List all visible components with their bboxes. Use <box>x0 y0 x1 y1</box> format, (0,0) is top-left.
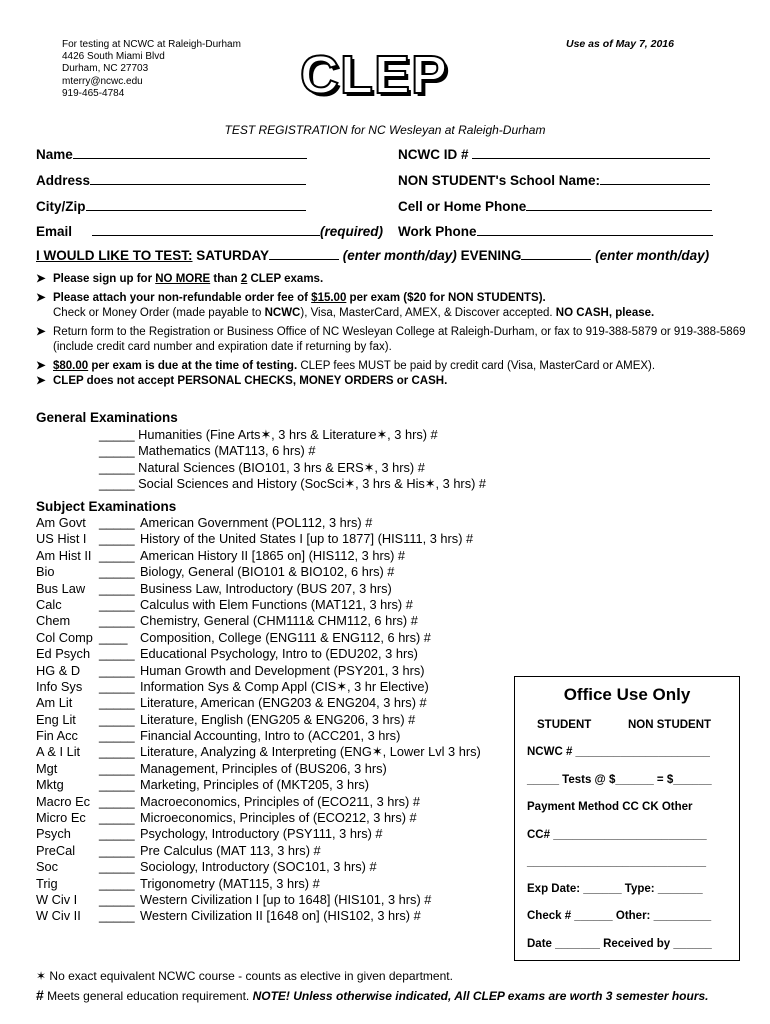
evening-label: EVENING <box>460 248 522 263</box>
subject-exam-row[interactable] <box>36 515 514 531</box>
page-subtitle: TEST REGISTRATION for NC Wesleyan at Raleigh-Durham <box>224 123 546 137</box>
email-field[interactable] <box>36 223 383 239</box>
evening-hint: (enter month/day) <box>595 248 710 263</box>
subject-exam-row[interactable] <box>36 679 514 695</box>
exam-selection-blank[interactable]: _____ <box>99 777 135 793</box>
subject-exam-row[interactable] <box>36 695 514 711</box>
exam-description: Biology, General (BIO101 & BIO102, 6 hrs) # <box>140 564 395 580</box>
subject-exam-row[interactable] <box>36 712 514 728</box>
exam-code: Trig <box>36 875 58 891</box>
exam-description: American Government (POL112, 3 hrs) # <box>140 515 373 530</box>
exam-selection-blank[interactable]: _____ <box>99 695 135 711</box>
arrow-bullet-icon: ➤ <box>36 375 46 387</box>
arrow-bullet-icon: ➤ <box>36 273 46 285</box>
subject-exam-row[interactable] <box>36 859 514 875</box>
exam-description: Microeconomics, Principles of (ECO212, 3 hrs) # <box>140 810 417 826</box>
general-exam-item[interactable]: _____ Humanities (Fine Arts✶, 3 hrs & Literature✶, 3 hrs) # <box>99 427 438 442</box>
cityzip-label: City/Zip <box>36 199 86 214</box>
instruction-item: ➤ Please attach your non-refundable order fee of $15.00 per exam ($20 for NON STUDENTS). Check or Money Order (made payable to NCWC), Visa, MasterCard, AMEX, & Discover accepted. NO CASH, please. <box>36 291 655 319</box>
exam-selection-blank[interactable]: _____ <box>99 531 135 547</box>
subject-exam-row[interactable] <box>36 777 514 793</box>
exam-code: Chem <box>36 613 71 629</box>
exam-code: W Civ II <box>36 908 81 924</box>
general-exam-item[interactable]: _____ Social Sciences and History (SocSci✶, 3 hrs & His✶, 3 hrs) # <box>99 476 487 492</box>
work-phone-label: Work Phone <box>398 224 477 239</box>
exam-description: Chemistry, General (CHM111& CHM112, 6 hrs) # <box>140 613 418 629</box>
exam-description: American History II [1865 on] (HIS112, 3 hrs) # <box>140 547 406 563</box>
exam-description: Macroeconomics, Principles of (ECO211, 3 hrs) # <box>140 793 420 809</box>
exam-selection-blank[interactable]: _____ <box>99 842 135 858</box>
exam-selection-blank[interactable]: _____ <box>99 613 135 629</box>
exam-code: Bus Law <box>36 580 86 596</box>
payment-method-field[interactable]: Payment Method CC CK Other <box>527 801 693 813</box>
exam-description: Pre Calculus (MAT 113, 3 hrs) # <box>140 842 321 858</box>
exam-code: Macro Ec <box>36 793 91 809</box>
saturday-hint: (enter month/day) <box>342 248 457 263</box>
cell-phone-label: Cell or Home Phone <box>398 199 527 214</box>
exam-selection-blank[interactable]: _____ <box>99 662 135 678</box>
address-line: For testing at NCWC at Raleigh-Durham <box>62 39 241 50</box>
cityzip-field[interactable] <box>36 198 306 214</box>
exam-code: Micro Ec <box>36 810 86 826</box>
exam-description: Literature, Analyzing & Interpreting (ENG✶, Lower Lvl 3 hrs) <box>140 744 481 760</box>
email-label: Email <box>36 224 73 239</box>
exam-selection-blank[interactable]: _____ <box>99 711 135 727</box>
exam-description: Information Sys & Comp Appl (CIS✶, 3 hr Elective) <box>140 678 429 694</box>
subject-exam-row[interactable] <box>36 892 514 908</box>
ncwc-id-field[interactable] <box>398 146 710 162</box>
exam-code: Fin Acc <box>36 728 78 744</box>
exam-selection-blank[interactable]: _____ <box>99 678 135 694</box>
exam-selection-blank[interactable]: _____ <box>99 728 135 744</box>
address-line: Durham, NC 27703 <box>62 63 149 75</box>
exam-description: History of the United States I [up to 1877] (HIS111, 3 hrs) # <box>140 531 474 547</box>
instructions-list <box>36 272 756 393</box>
exam-code: Col Comp <box>36 629 93 645</box>
general-exams-list <box>99 427 486 493</box>
exam-description: Business Law, Introductory (BUS 207, 3 hrs) <box>140 580 392 596</box>
exam-selection-blank[interactable]: _____ <box>99 859 135 875</box>
office-blank-line[interactable]: ____________________________ <box>527 856 707 868</box>
exam-selection-blank[interactable]: _____ <box>99 826 135 842</box>
office-tests-field[interactable]: _____ Tests @ $______ = $______ <box>527 774 712 786</box>
exam-code: Am Hist II <box>36 547 92 563</box>
exam-description: Management, Principles of (BUS206, 3 hrs) <box>140 760 387 776</box>
school-name-field[interactable] <box>398 172 710 188</box>
exam-selection-blank[interactable]: _____ <box>99 810 135 826</box>
exam-description: Trigonometry (MAT115, 3 hrs) # <box>140 875 320 891</box>
saturday-label: SATURDAY <box>196 248 270 263</box>
exam-code: US Hist I <box>36 531 87 547</box>
exam-selection-blank[interactable]: _____ <box>99 564 135 580</box>
exam-selection-blank[interactable]: _____ <box>99 515 135 530</box>
address-field[interactable] <box>36 172 306 188</box>
gen-ed-footnote <box>36 987 709 1003</box>
work-phone-input-line[interactable] <box>477 223 713 236</box>
instruction-item: ➤ Please sign up for NO MORE than 2 CLEP exams. <box>36 272 756 288</box>
name-input-line[interactable] <box>73 146 307 159</box>
office-cc-field[interactable]: CC# ________________________ <box>527 829 707 841</box>
address-block <box>62 39 241 100</box>
exam-description: Sociology, Introductory (SOC101, 3 hrs) # <box>140 859 377 875</box>
exam-description: Western Civilization II [1648 on] (HIS102, 3 hrs) # <box>140 908 421 924</box>
exam-code: Soc <box>36 859 59 875</box>
exam-code: Psych <box>36 826 71 842</box>
cityzip-input-line[interactable] <box>86 198 306 211</box>
elective-note: No exact equivalent NCWC course - counts as elective in given department. <box>46 969 453 983</box>
general-exam-item[interactable]: _____ Natural Sciences (BIO101, 3 hrs & ERS✶, 3 hrs) # <box>99 459 425 475</box>
hash-icon: # <box>36 987 44 1003</box>
exam-description: Marketing, Principles of (MKT205, 3 hrs) <box>140 777 370 793</box>
subject-exam-row[interactable] <box>36 810 514 826</box>
exam-description: Western Civilization I [up to 1648] (HIS101, 3 hrs) # <box>140 891 432 907</box>
exam-code: Eng Lit <box>36 711 76 727</box>
address-line: 4426 South Miami Blvd <box>62 51 165 63</box>
test-date-lead: I WOULD LIKE TO TEST: <box>36 248 193 263</box>
exam-code: Am Govt <box>36 515 86 530</box>
gen-ed-note: Meets general education requirement. <box>43 989 253 1003</box>
credit-hours-note: NOTE! Unless otherwise indicated, All CLEP exams are worth 3 semester hours. <box>252 989 709 1003</box>
non-student-option[interactable]: NON STUDENT <box>628 719 712 731</box>
exam-code: HG & D <box>36 662 81 678</box>
office-use-box <box>514 676 740 961</box>
subject-exam-row[interactable] <box>36 581 514 597</box>
exam-code: W Civ I <box>36 891 78 907</box>
work-phone-field[interactable] <box>398 223 713 239</box>
exam-code: Mgt <box>36 760 58 776</box>
star-icon: ✶ <box>36 969 47 983</box>
cell-phone-input-line[interactable] <box>526 198 712 211</box>
exam-description: Literature, American (ENG203 & ENG204, 3 hrs) # <box>140 695 427 711</box>
ncwc-id-label: NCWC ID # <box>398 147 469 162</box>
subject-exam-row[interactable] <box>36 531 514 547</box>
exam-code: A & I Lit <box>36 744 81 760</box>
subject-exam-row[interactable] <box>36 564 514 580</box>
exam-selection-blank[interactable]: ____ <box>99 629 128 645</box>
subject-exam-row[interactable] <box>36 761 514 777</box>
exam-selection-blank[interactable]: _____ <box>99 744 135 760</box>
ncwc-id-input-line[interactable] <box>472 146 710 159</box>
elective-footnote <box>36 969 453 983</box>
office-date-received-field[interactable]: Date _______ Received by ______ <box>527 938 712 950</box>
address-input-line[interactable] <box>90 172 306 185</box>
subject-exam-row[interactable] <box>36 646 514 662</box>
email-link[interactable]: mterry@ncwc.edu <box>62 75 143 87</box>
email-required-note: (required) <box>320 224 384 239</box>
exam-description: Composition, College (ENG111 & ENG112, 6 hrs) # <box>140 629 431 645</box>
general-exams-heading: General Examinations <box>36 410 178 425</box>
saturday-date-line[interactable] <box>269 247 339 260</box>
subject-exam-row[interactable] <box>36 908 514 924</box>
arrow-bullet-icon: ➤ <box>36 359 46 372</box>
address-label: Address <box>36 173 91 188</box>
subject-exam-row[interactable] <box>36 744 514 760</box>
subject-exam-row[interactable] <box>36 826 514 842</box>
exam-code: Ed Psych <box>36 646 91 662</box>
arrow-bullet-icon: ➤ <box>36 291 46 304</box>
subject-exam-row[interactable] <box>36 613 514 629</box>
email-input-line[interactable] <box>92 223 320 236</box>
exam-code: PreCal <box>36 842 76 858</box>
exam-description: Financial Accounting, Intro to (ACC201, 3 hrs) <box>140 728 401 744</box>
subject-exam-row[interactable] <box>36 794 514 810</box>
office-ncwc-field[interactable]: NCWC # _____________________ <box>527 746 710 758</box>
office-check-other-field[interactable]: Check # ______ Other: _________ <box>527 910 712 922</box>
exam-selection-blank[interactable]: _____ <box>99 908 135 924</box>
exam-selection-blank[interactable]: _____ <box>99 596 135 612</box>
office-use-title: Office Use Only <box>563 685 691 704</box>
name-field[interactable] <box>36 146 307 162</box>
exam-description: Human Growth and Development (PSY201, 3 hrs) <box>140 662 425 678</box>
office-exp-type-field[interactable]: Exp Date: ______ Type: _______ <box>527 883 703 895</box>
subject-exam-row[interactable] <box>36 548 514 564</box>
subject-exam-row[interactable] <box>36 663 514 679</box>
exam-code: Bio <box>36 564 55 580</box>
arrow-bullet-icon: ➤ <box>36 325 46 338</box>
exam-description: Calculus with Elem Functions (MAT121, 3 hrs) # <box>140 596 413 612</box>
exam-description: Literature, English (ENG205 & ENG206, 3 hrs) # <box>140 711 416 727</box>
subject-exams-heading: Subject Examinations <box>36 499 177 514</box>
instruction-item: ➤ $80.00 per exam is due at the time of testing. CLEP fees MUST be paid by credit card (Visa, MasterCard or AMEX). <box>36 359 756 375</box>
evening-date-line[interactable] <box>521 247 591 260</box>
effective-date: Use as of May 7, 2016 <box>566 38 674 50</box>
exam-description: Educational Psychology, Intro to (EDU202, 3 hrs) <box>140 646 418 662</box>
subject-exam-row[interactable] <box>36 876 514 892</box>
exam-selection-blank[interactable]: _____ <box>99 547 135 563</box>
exam-selection-blank[interactable]: _____ <box>99 875 135 891</box>
exam-description: Psychology, Introductory (PSY111, 3 hrs) # <box>140 826 383 842</box>
student-option[interactable]: STUDENT <box>537 719 592 731</box>
subject-exam-row[interactable] <box>36 597 514 613</box>
test-date-row <box>36 247 709 263</box>
exam-code: Calc <box>36 596 62 612</box>
general-exam-item[interactable]: _____ Mathematics (MAT113, 6 hrs) # <box>99 443 316 459</box>
clep-logo: CLEP <box>300 45 449 105</box>
instruction-item: ➤ CLEP does not accept PERSONAL CHECKS, MONEY ORDERS or CASH. <box>36 374 756 390</box>
instruction-item: ➤ Return form to the Registration or Business Office of NC Wesleyan College at Raleigh-Durham, or fax to 919-388-5879 or 919-388-5869 (include credit card number and expiration date if returning by fax). <box>36 325 746 353</box>
subject-exams-list <box>36 515 514 925</box>
exam-code: Mktg <box>36 777 64 793</box>
school-name-input-line[interactable] <box>600 172 710 185</box>
subject-exam-row[interactable] <box>36 630 514 646</box>
exam-selection-blank[interactable]: _____ <box>99 580 135 596</box>
exam-selection-blank[interactable]: _____ <box>99 793 135 809</box>
phone-number: 919-465-4784 <box>62 87 125 99</box>
exam-selection-blank[interactable]: _____ <box>99 646 135 662</box>
subject-exam-row[interactable] <box>36 728 514 744</box>
exam-code: Am Lit <box>36 695 73 711</box>
exam-selection-blank[interactable]: _____ <box>99 891 135 907</box>
exam-selection-blank[interactable]: _____ <box>99 760 135 776</box>
school-name-label: NON STUDENT's School Name: <box>398 173 600 188</box>
subject-exam-row[interactable] <box>36 843 514 859</box>
exam-code: Info Sys <box>36 678 83 694</box>
cell-phone-field[interactable] <box>398 198 712 214</box>
name-label: Name <box>36 147 73 162</box>
